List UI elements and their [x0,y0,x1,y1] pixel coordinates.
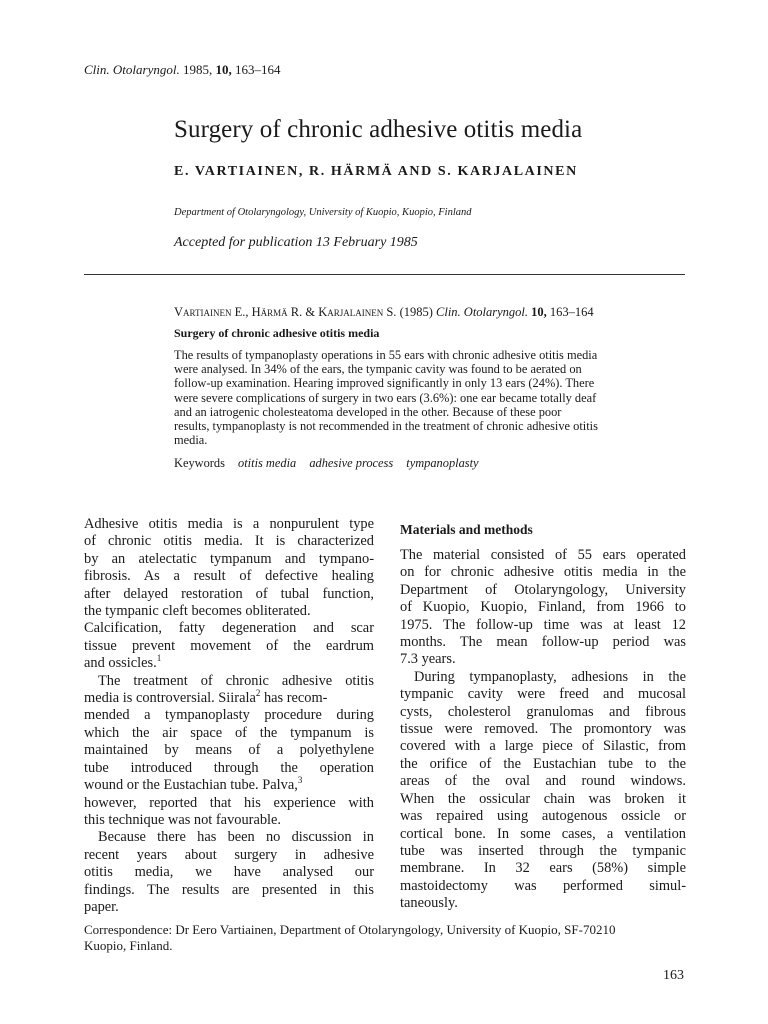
body-text: media is controversial. Siirala [84,690,256,707]
body-line: cysts, cholesterol granulomas and fibrous [400,703,686,720]
body-line: this technique was not favourable. [84,811,282,828]
abstract-line: were severe complications of surgery in two ears (3.6%): one ear became totally deaf [174,390,597,405]
body-line: months. The mean follow-up period was [400,634,686,651]
body-line [84,655,374,672]
body-line: otitis media, we have analysed our [84,864,374,881]
article-title: Surgery of chronic adhesive otitis media [174,116,583,143]
body-line: tissue were removed. The promontory was [400,721,686,738]
body-line: covered with a large piece of Silastic, from [400,738,686,755]
body-line: areas of the oval and round windows. [400,773,686,790]
body-line: fibrosis. As a result of defective healing [84,568,374,585]
body-line: When the ossicular chain was broken it [400,790,686,807]
body-line: Adhesive otitis media is a nonpurulent type [84,516,374,532]
accepted-date: Accepted for publication 13 February 1985 [174,235,418,250]
article-authors: E. VARTIAINEN, R. HÄRMÄ AND S. KARJALAINEN [174,164,578,179]
keywords [174,456,479,471]
body-line: tissue prevent movement of the eardrum [84,637,374,654]
body-line: on for chronic adhesive otitis media in the [400,564,686,581]
citation-volume: 10, [531,305,547,319]
abstract-line: media. [174,433,208,448]
body-line: tube was inserted through the tympanic [400,842,686,859]
page-number: 163 [663,968,684,983]
citation-pages: 163–164 [549,305,594,319]
body-line: cortical bone. In some cases, a ventilation [400,825,686,842]
abstract-line: were analysed. In 34% of the ears, the tympanic cavity was found to be aerated on [174,362,582,377]
body-line: Because there has been no discussion in [98,829,374,846]
body-line: maintained by means of a polyethylene [84,742,374,759]
body-line [84,690,374,707]
body-line: Department of Otolaryngology, University [400,581,686,598]
body-line: recent years about surgery in adhesive [84,846,374,863]
body-text: has recom- [260,690,328,707]
body-line: mended a tympanoplasty procedure during [84,707,374,724]
body-line: The material consisted of 55 ears operated [400,547,686,563]
keyword: otitis media [238,456,297,470]
body-line: The treatment of chronic adhesive otitis [98,672,374,689]
correspondence-line: Correspondence: Dr Eero Vartiainen, Department of Otolaryngology, University of Kuopio, SF-70210 [84,922,616,937]
abstract-line: and an iatrogenic cholesteatoma developed in the other. Because of these poor [174,404,562,419]
journal-volume: 10, [215,62,232,77]
reference-marker: 3 [297,775,303,786]
body-line: Calcification, fatty degeneration and scar [84,620,374,637]
body-line: membrane. In 32 ears (58%) simple [400,860,686,877]
body-line: During tympanoplasty, adhesions in the [414,668,686,685]
journal-year: 1985, [182,62,213,77]
body-line: 1975. The follow-up time was at least 12 [400,616,686,633]
body-line [84,777,374,794]
body-line: however, reported that his experience with [84,794,374,811]
body-line: paper. [84,898,119,915]
body-line: 7.3 years. [400,651,456,668]
citation-year: (1985) [399,305,433,319]
body-line: of Kuopio, Kuopio, Finland, from 1966 to [400,599,686,616]
body-line: findings. The results are presented in this [84,881,374,898]
body-line: tympanic cavity were freed and mucosal [400,686,686,703]
citation-authors: Vartiainen E., Härmä R. & Karjalainen S. [174,305,397,319]
keywords-label: Keywords [174,456,225,470]
abstract-body [174,348,684,447]
journal-reference [84,62,280,78]
reference-marker: 1 [156,653,162,664]
body-text: and ossicles. [84,655,157,672]
abstract-title: Surgery of chronic adhesive otitis media [174,326,380,340]
body-line: the orifice of the Eustachian tube to the [400,755,686,772]
keyword: adhesive process [309,456,394,470]
body-line: mastoidectomy was performed simul- [400,877,686,894]
body-line: the tympanic cleft becomes obliterated. [84,603,311,620]
abstract-citation [174,305,594,320]
citation-journal: Clin. Otolaryngol. [436,305,529,319]
body-line: which the air space of the tympanum is [84,724,374,741]
correspondence-note [84,922,688,954]
body-line: of chronic otitis media. It is characterized [84,533,374,550]
abstract-line: results, tympanoplasty is not recommended in the treatment of chronic adhesive otitis [174,419,598,434]
body-column-left [84,516,374,916]
body-text: wound or the Eustachian tube. Palva, [84,777,298,794]
body-line: taneously. [400,895,458,912]
body-line: was repaired using autogenous ossicle or [400,808,686,825]
author-affiliation: Department of Otolaryngology, University of Kuopio, Kuopio, Finland [174,207,472,218]
journal-pages: 163–164 [234,62,281,77]
body-line: after delayed restoration of tubal function, [84,585,374,602]
body-column-right [400,547,686,913]
abstract-line: The results of tympanoplasty operations in 55 ears with chronic adhesive otitis media [174,348,598,362]
body-line: by an atelectatic tympanum and tympano- [84,550,374,567]
correspondence-line: Kuopio, Finland. [84,938,173,953]
abstract-line: follow-up examination. Hearing improved significantly in only 13 ears (24%). There [174,376,595,391]
reference-marker: 2 [255,688,261,699]
header-divider [84,274,685,275]
section-heading-materials-methods: Materials and methods [400,522,533,537]
body-line: tube introduced through the operation [84,759,374,776]
journal-name: Clin. Otolaryngol. [84,62,180,77]
keyword: tympanoplasty [406,456,479,470]
